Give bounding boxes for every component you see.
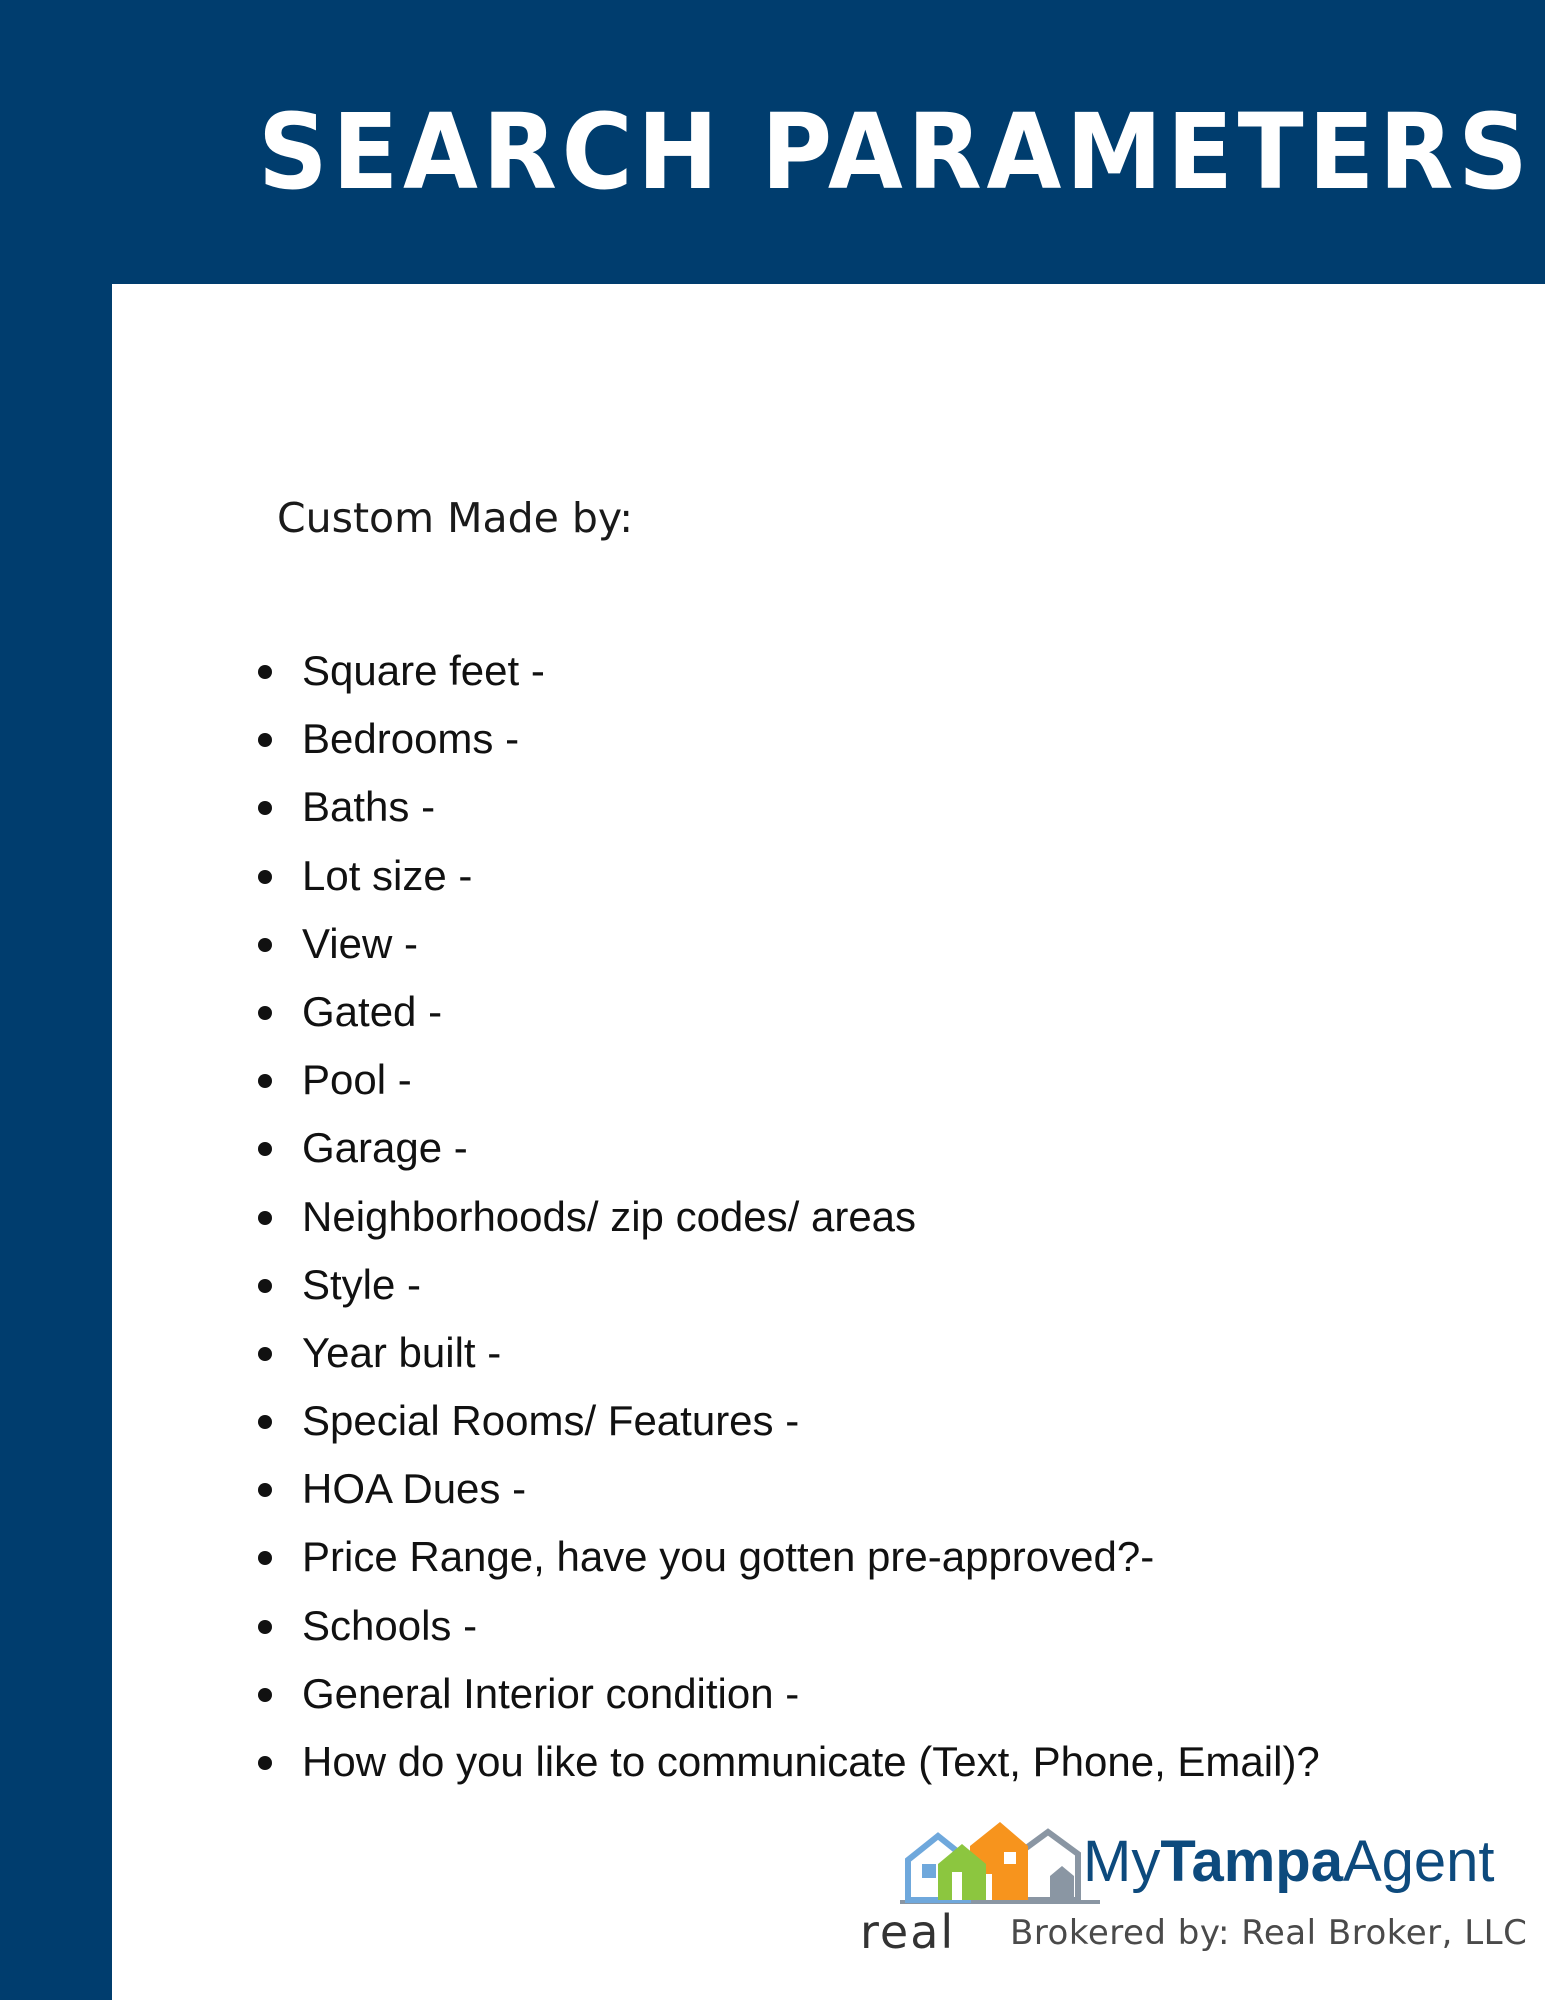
real-broker-logo-icon <box>858 1908 978 1958</box>
mytampaagent-logo <box>858 1818 1528 1968</box>
page-title: SEARCH PARAMETERS <box>258 91 1533 213</box>
list-item-pool: Pool - <box>250 1046 1320 1114</box>
list-item-price-range: Price Range, have you gotten pre-approved?- <box>250 1523 1320 1591</box>
list-item-interior-condition: General Interior condition - <box>250 1660 1320 1728</box>
custom-made-by-label: Custom Made by: <box>277 494 634 542</box>
list-item-neighborhoods: Neighborhoods/ zip codes/ areas <box>250 1183 1320 1251</box>
left-sidebar-band <box>0 0 112 2000</box>
brand-name <box>1083 1828 1495 1896</box>
list-item-style: Style - <box>250 1251 1320 1319</box>
brand-bold: Tampa <box>1160 1829 1343 1894</box>
list-item-lot-size: Lot size - <box>250 842 1320 910</box>
real-logotype: real <box>860 1908 956 1958</box>
list-item-communication: How do you like to communicate (Text, Phone, Email)? <box>250 1728 1320 1796</box>
broker-line: Brokered by: Real Broker, LLC <box>1010 1913 1528 1953</box>
brand-prefix: My <box>1083 1829 1161 1894</box>
list-item-bedrooms: Bedrooms - <box>250 705 1320 773</box>
list-item-gated: Gated - <box>250 978 1320 1046</box>
brand-suffix: Agent <box>1342 1829 1495 1894</box>
search-parameter-list <box>250 637 1320 1796</box>
list-item-special-rooms: Special Rooms/ Features - <box>250 1387 1320 1455</box>
list-item-square-feet: Square feet - <box>250 637 1320 705</box>
list-item-schools: Schools - <box>250 1592 1320 1660</box>
list-item-year-built: Year built - <box>250 1319 1320 1387</box>
list-item-garage: Garage - <box>250 1114 1320 1182</box>
list-item-baths: Baths - <box>250 773 1320 841</box>
list-item-view: View - <box>250 910 1320 978</box>
houses-logo-icon <box>900 1818 1100 1906</box>
list-item-hoa-dues: HOA Dues - <box>250 1455 1320 1523</box>
